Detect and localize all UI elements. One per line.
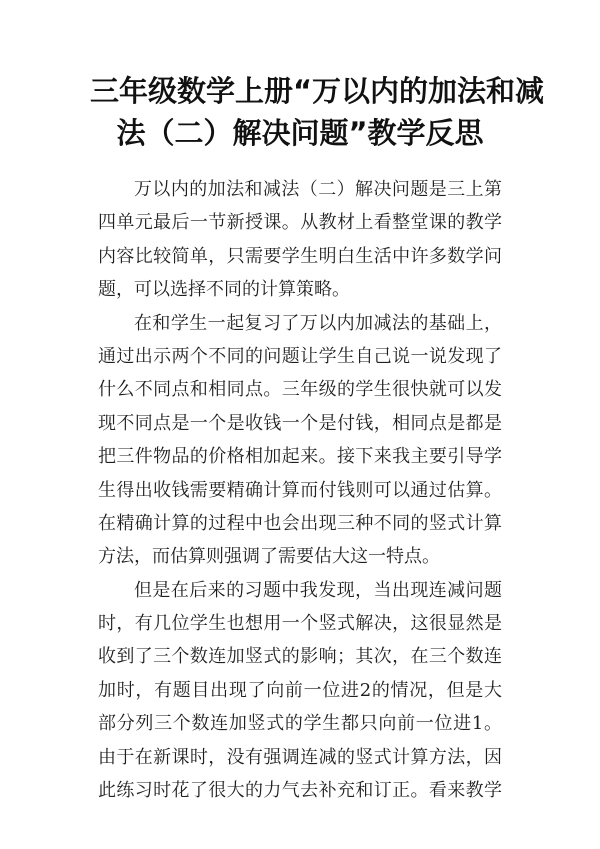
title-line: 法（二）解决问题”教学反思 [116,116,484,150]
text-line: 收到了三个数连加竖式的影响；其次，在三个数连 [98,646,502,668]
text-line: 加时，有题目出现了向前一位进2的情况，但是大 [98,679,502,701]
text-line: 生得出收钱需要精确计算而付钱则可以通过估算。 [98,479,502,501]
text-line: 此练习时花了很大的力气去补充和订正。看来教学 [98,780,502,802]
text-line: 什么不同点和相同点。三年级的学生很快就可以发 [98,379,502,401]
text-line: 时，有几位学生也想用一个竖式解决，这很显然是 [98,613,502,635]
text-line: 题，可以选择不同的计算策略。 [98,279,350,301]
title-line: 三年级数学上册“万以内的加法和减 [90,74,545,108]
text-line: 现不同点是一个是收钱一个是付钱，相同点是都是 [98,412,502,434]
text-line: 通过出示两个不同的问题让学生自己说一说发现了 [98,345,502,367]
text-line: 方法，而估算则强调了需要估大这一特点。 [98,546,440,568]
paragraph-1 [98,173,502,307]
text-line: 四单元最后一节新授课。从教材上看整堂课的教学 [98,212,502,234]
text-line: 内容比较简单，只需要学生明白生活中许多数学问 [98,245,502,267]
text-line: 但是在后来的习题中我发现，当出现连减问题 [134,579,502,601]
paragraph-3 [98,574,502,808]
text-line: 在精确计算的过程中也会出现三种不同的竖式计算 [98,512,502,534]
document-body [98,173,502,807]
text-line: 由于在新课时，没有强调连减的竖式计算方法，因 [98,746,502,768]
text-line: 把三件物品的价格相加起来。接下来我主要引导学 [98,446,502,468]
document-title [90,70,545,154]
text-line: 在和学生一起复习了万以内加减法的基础上， [134,312,502,334]
text-line: 万以内的加法和减法（二）解决问题是三上第 [134,179,502,200]
paragraph-2 [98,307,502,574]
text-line: 部分列三个数连加竖式的学生都只向前一位进1。 [98,713,502,735]
